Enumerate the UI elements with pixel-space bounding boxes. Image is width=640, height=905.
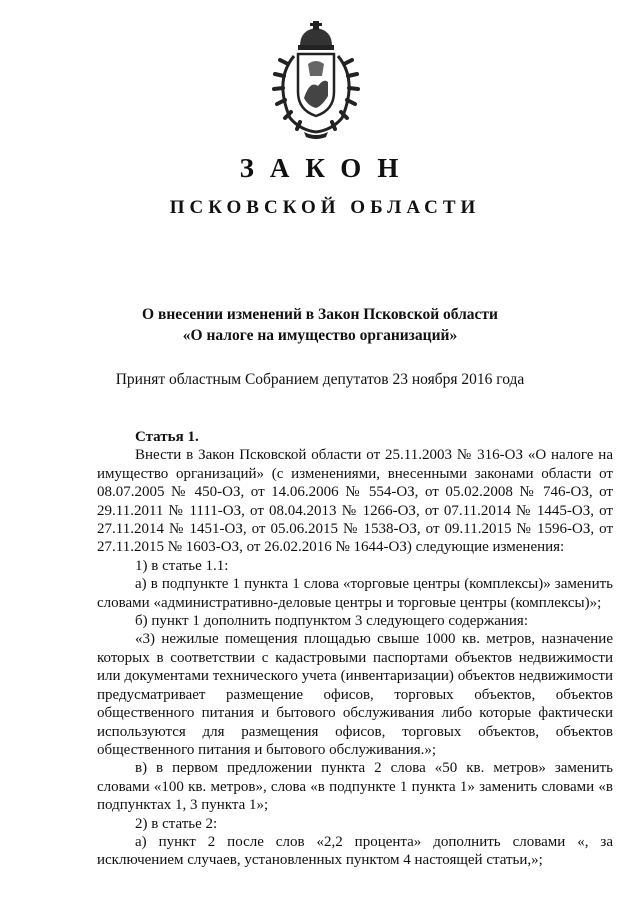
subject-line-2: «О налоге на имущество организаций» — [182, 327, 458, 344]
coat-of-arms-emblem — [260, 20, 372, 140]
region-title: ПСКОВСКОЙ ОБЛАСТИ — [169, 197, 481, 218]
list-item: «3) нежилые помещения площадью свыше 1000 кв. метров, назначение которых в соответствии с кадастровыми паспортами объектов недвижимости или документами технического учета (инвентаризации) объектов недвижимости предусматривает размещение офисов, торговых объектов, объектов общественного питания и бытового обслуживания либо которые фактически используются для размещения офисов, торговых объектов, объектов общественного питания и бытового обслуживания.»; — [97, 631, 613, 758]
article-intro: Внести в Закон Псковской области от 25.11.2003 № 316-ОЗ «О налоге на имущество организаций» (с изменениями, внесенными законами области от 08.07.2005 № 450-ОЗ, от 14.06.2006 № 554-ОЗ, от 05.02.2008 № 746-ОЗ, от 29.11.2011 № 1111-ОЗ, от 08.04.2013 № 1266-ОЗ, от 07.11.2014 № 1445-ОЗ, от 27.11.2014 № 1451-ОЗ, от 05.06.2015 № 1538-ОЗ, от 09.11.2015 № 1596-ОЗ, от 27.11.2015 № 1603-ОЗ, от 26.02.2016 № 1644-ОЗ) следующие изменения: — [97, 447, 613, 556]
list-item: 2) в статье 2: — [135, 815, 218, 832]
list-item: в) в первом предложении пункта 2 слова «50 кв. метров» заменить словами «100 кв. метров», слова «в подпункте 1 пункта 1» заменить словами «в подпунктах 1, 3 пункта 1»; — [97, 760, 613, 814]
list-item: 1) в статье 1.1: — [135, 557, 229, 574]
list-item: а) пункт 2 после слов «2,2 процента» дополнить словами «, за исключением случаев, установленных пунктом 4 настоящей статьи,»; — [97, 833, 613, 869]
list-item: а) в подпункте 1 пункта 1 слова «торговые центры (комплексы)» заменить словами «административно-деловые центры и торговые центры (комплексы)»; — [97, 576, 613, 611]
law-body — [97, 428, 613, 870]
list-item: б) пункт 1 дополнить подпунктом 3 следующего содержания: — [135, 613, 528, 630]
article-heading: Статья 1. — [135, 429, 199, 445]
adoption-note: Принят областным Собранием депутатов 23 ноября 2016 года — [115, 371, 525, 388]
law-title: ЗАКОН — [239, 153, 415, 183]
pskov-coat-of-arms-icon — [260, 20, 372, 140]
subject-line-1: О внесении изменений в Закон Псковской области — [142, 306, 498, 323]
law-subject — [0, 304, 640, 346]
